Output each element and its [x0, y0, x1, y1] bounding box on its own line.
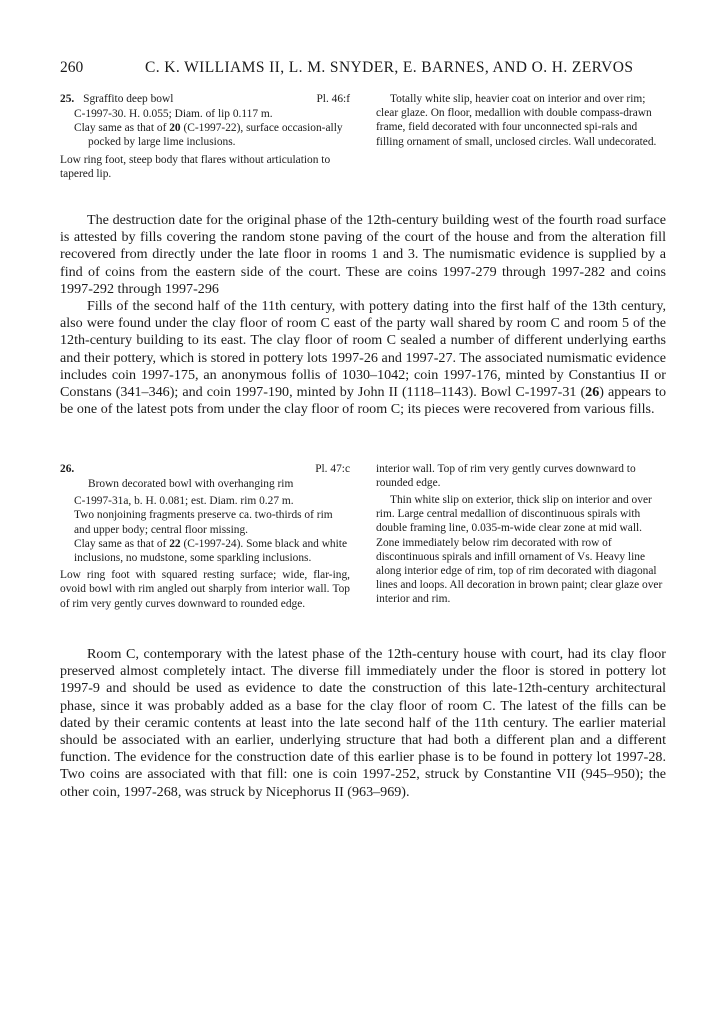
- running-header-authors: C. K. WILLIAMS II, L. M. SNYDER, E. BARNES, AND O. H. ZERVOS: [145, 59, 634, 76]
- catalog-decoration-26: Thin white slip on exterior, thick slip on interior and over rim. Large central medallion of discontinuous spirals with double framing line, 0.035-m-wide clear zone at mid wall. Zone immediately below rim decorated with row of discontinuous spirals and infill ornament of Vs. Heavy line along interior edge of rim, top of rim decorated with diagonal lines and loops. All decoration in brown paint; clear glaze over interior and rim.: [376, 494, 663, 606]
- catalog-shape-26-tail: interior wall. Top of rim very gently curves downward to rounded edge.: [376, 463, 636, 490]
- catalog-number-25: 25.: [60, 93, 75, 105]
- catalog-shape-25: Low ring foot, steep body that flares without articulation to tapered lip.: [60, 153, 331, 180]
- clay-ref-25: 20: [169, 122, 181, 135]
- catalog-entry-25-heading: [60, 92, 350, 107]
- catalog-decoration-25: Totally white slip, heavier coat on interior and over rim; clear glaze. On floor, medallion with double compass-drawn frame, field decorated with four unconnected spi-rals and filling ornament of small, unclosed circles. Wall undecorated.: [376, 93, 657, 148]
- paragraph-room-c: Room C, contemporary with the latest phase of the 12th-century house with court, had its clay floor preserved almost completely intact. The diverse fill immediately under the floor is stored in pottery lot 1997-9 and should be used as evidence to date the construction of this late-12th-century architectural phase, since it was probably added as a base for the clay floor of room C. The latest of the fills can be dated by their ceramic contents at least into the late second half of the 11th century. The earlier material should be associated with an earlier, underlying structure that had both a different plan and a different function. The evidence for the construction date of this earlier phase is to be found in pottery lot 1997-28. Two coins are associated with that fill: one is coin 1997-252, struck by Constantine VII (945–950); the other coin, 1997-268, was struck by Nicephorus II (963–969).: [60, 646, 666, 800]
- catalog-clay-26: [60, 537, 350, 565]
- plate-ref-26: Pl. 47:c: [315, 463, 350, 475]
- clay-text-25-pre: Clay same as that of: [74, 122, 170, 135]
- catalog-shape-26-continued: [376, 462, 666, 490]
- body-text-block-1: [60, 212, 666, 418]
- catalog-title-26: Brown decorated bowl with overhanging rim: [88, 478, 294, 490]
- catalog-title-25: Sgraffito deep bowl: [83, 93, 174, 105]
- page-number: 260: [60, 59, 84, 76]
- catalog-entry-26-left: [60, 462, 350, 610]
- clay-text-26-pre: Clay same as that of: [74, 537, 170, 550]
- catalog-clay-25: [60, 121, 350, 149]
- paragraph-2-text-post: ) appears to be one of the latest pots from under the clay floor of room C; its pieces were recovered from various fills.: [60, 384, 666, 418]
- paragraph-fills-11th-century: [60, 298, 666, 418]
- plate-ref-25: Pl. 46:f: [316, 93, 350, 105]
- catalog-preservation-26: Two nonjoining fragments preserve ca. two-thirds of rim and upper body; central floor missing.: [74, 509, 333, 536]
- clay-ref-26: 22: [169, 537, 181, 550]
- catalog-entry-25-right: [376, 92, 666, 149]
- catalog-shape-26-overflow: [60, 434, 350, 477]
- clay-text-26-post: (C-1997-24). Some black and white inclusions, no mudstone, some sparkling inclusions.: [74, 537, 348, 565]
- running-header: [60, 59, 666, 79]
- catalog-number-26: 26.: [60, 463, 75, 475]
- catalog-shape-26: Low ring foot with squared resting surface; wide, flar-ing, ovoid bowl with rim angled out sharply from interior wall. Top of rim very gently curves downward to rounded edge.: [60, 569, 350, 610]
- paragraph-2-catalog-ref: 26: [585, 384, 600, 401]
- clay-text-25-post: (C-1997-22), surface occasion-ally pocked by large lime inclusions.: [88, 122, 343, 149]
- catalog-entry-26-right: [376, 462, 666, 607]
- catalog-entry-25-left: [60, 92, 350, 181]
- catalog-inventory-26: C-1997-31a, b. H. 0.081; est. Diam. rim 0.27 m.: [74, 495, 294, 508]
- body-text-block-2: [60, 646, 666, 801]
- paragraph-destruction-date: The destruction date for the original phase of the 12th-century building west of the fourth road surface is attested by fills covering the random stone paving of the court of the house and from the alteration fill recovered from directly under the late floor in rooms 1 and 3. The numismatic evidence is supplied by a find of coins from the eastern side of the court. These are coins 1997-279 through 1997-282 and coins 1997-292 through 1997-296: [60, 212, 666, 297]
- paragraph-2-text-pre: Fills of the second half of the 11th century, with pottery dating into the first half of the 13th century, also were found under the clay floor of room C east of the party wall shared by room C and room 5 of the 12th-century building to its east. The clay floor of room C sealed a number of different underlying earths and their pottery, which is stored in pottery lots 1997-26 and 1997-27. The associated numismatic evidence includes coin 1997-175, an anonymous follis of 1030–1042; coin 1997-176, minted by Constantius II or Constans (341–346); and coin 1997-190, minted by John II (1118–1143). Bowl C-1997-31 (: [60, 298, 666, 401]
- catalog-inventory-25: C-1997-30. H. 0.055; Diam. of lip 0.117 m.: [74, 108, 273, 120]
